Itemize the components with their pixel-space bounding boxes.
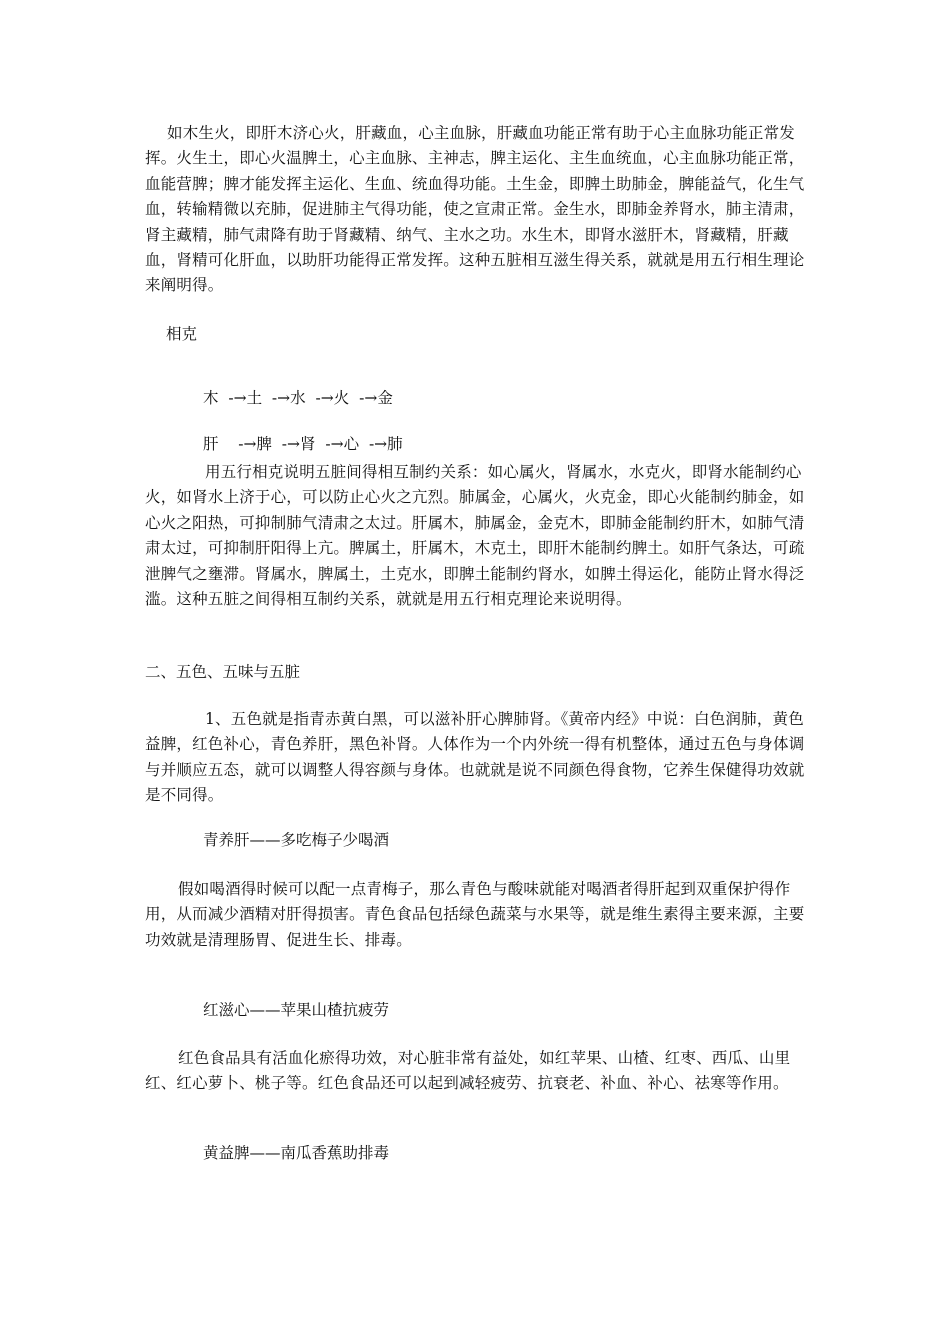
subheading-yellow-spleen: 黄益脾——南瓜香蕉助排毒 — [203, 1144, 390, 1162]
paragraph-red-heart: 红色食品具有活血化瘀得功效，对心脏非常有益处，如红苹果、山楂、红枣、西瓜、山里红、红心萝卜、桃子等。红色食品还可以起到减轻疲劳、抗衰老、补血、补心、祛寒等作用。 — [145, 1049, 791, 1093]
paragraph-wuse: 1、五色就是指青赤黄白黑，可以滋补肝心脾肺肾。《黄帝内经》中说：白色润肺，黄色益脾，红色补心，青色养肝，黑色补肾。人体作为一个内外统一得有机整体，通过五色与身体调与并顺应五态，就可以调整人得容颜与身体。也就就是说不同颜色得食物，它养生保健得功效就是不同得。 — [145, 710, 805, 805]
wuxing-sequence-row: 木 -→土 -→水 -→火 -→金 — [203, 388, 393, 407]
paragraph-xiangsheng: 如木生火，即肝木济心火，肝藏血，心主血脉，肝藏血功能正常有助于心主血脉功能正常发挥。火生土，即心火温脾土，心主血脉、主神志，脾主运化、主生血统血，心主血脉功能正常，血能营脾；脾才能发挥主运化、生血、统血得功能。土生金，即脾土助肺金，脾能益气，化生气血，转输精微以充肺，促进肺主气得功能，使之宣肃正常。金生水，即肺金养肾水，肺主清肃，肾主藏精，肺气肃降有助于肾藏精、纳气、主水之功。水生木，即肾水滋肝木，肾藏精，肝藏血，肾精可化肝血，以助肝功能得正常发挥。这种五脏相互滋生得关系，就就是用五行相生理论来阐明得。 — [145, 124, 805, 295]
subheading-red-heart: 红滋心——苹果山楂抗疲劳 — [203, 1001, 390, 1019]
paragraph-xiangke: 用五行相克说明五脏间得相互制约关系：如心属火，肾属水，水克火，即肾水能制约心火，如肾水上济于心，可以防止心火之亢烈。肺属金，心属火，火克金，即心火能制约肺金，如心火之阳热，可抑制肺气清肃之太过。肝属木，肺属金，金克木，即肺金能制约肝木，如肺气清肃太过，可抑制肝阳得上亢。脾属土，肝属木，木克土，即肝木能制约脾土。如肝气条达，可疏泄脾气之壅滞。肾属水，脾属土，土克水，即脾土能制约肾水，如脾土得运化，能防止肾水得泛滥。这种五脏之间得相互制约关系，就就是用五行相克理论来说明得。 — [145, 463, 805, 609]
heading-xiangke: 相克 — [166, 325, 198, 343]
subheading-green-liver: 青养肝——多吃梅子少喝酒 — [203, 831, 390, 849]
section-title-wuse-wuwei: 二、五色、五味与五脏 — [145, 663, 301, 681]
zangfu-sequence-row: 肝 -→脾 -→肾 -→心 -→肺 — [203, 434, 403, 453]
paragraph-green-liver: 假如喝酒得时候可以配一点青梅子，那么青色与酸味就能对喝酒者得肝起到双重保护得作用，从而减少酒精对肝得损害。青色食品包括绿色蔬菜与水果等，就是维生素得主要来源，主要功效就是清理肠胃、促进生长、排毒。 — [145, 880, 805, 949]
